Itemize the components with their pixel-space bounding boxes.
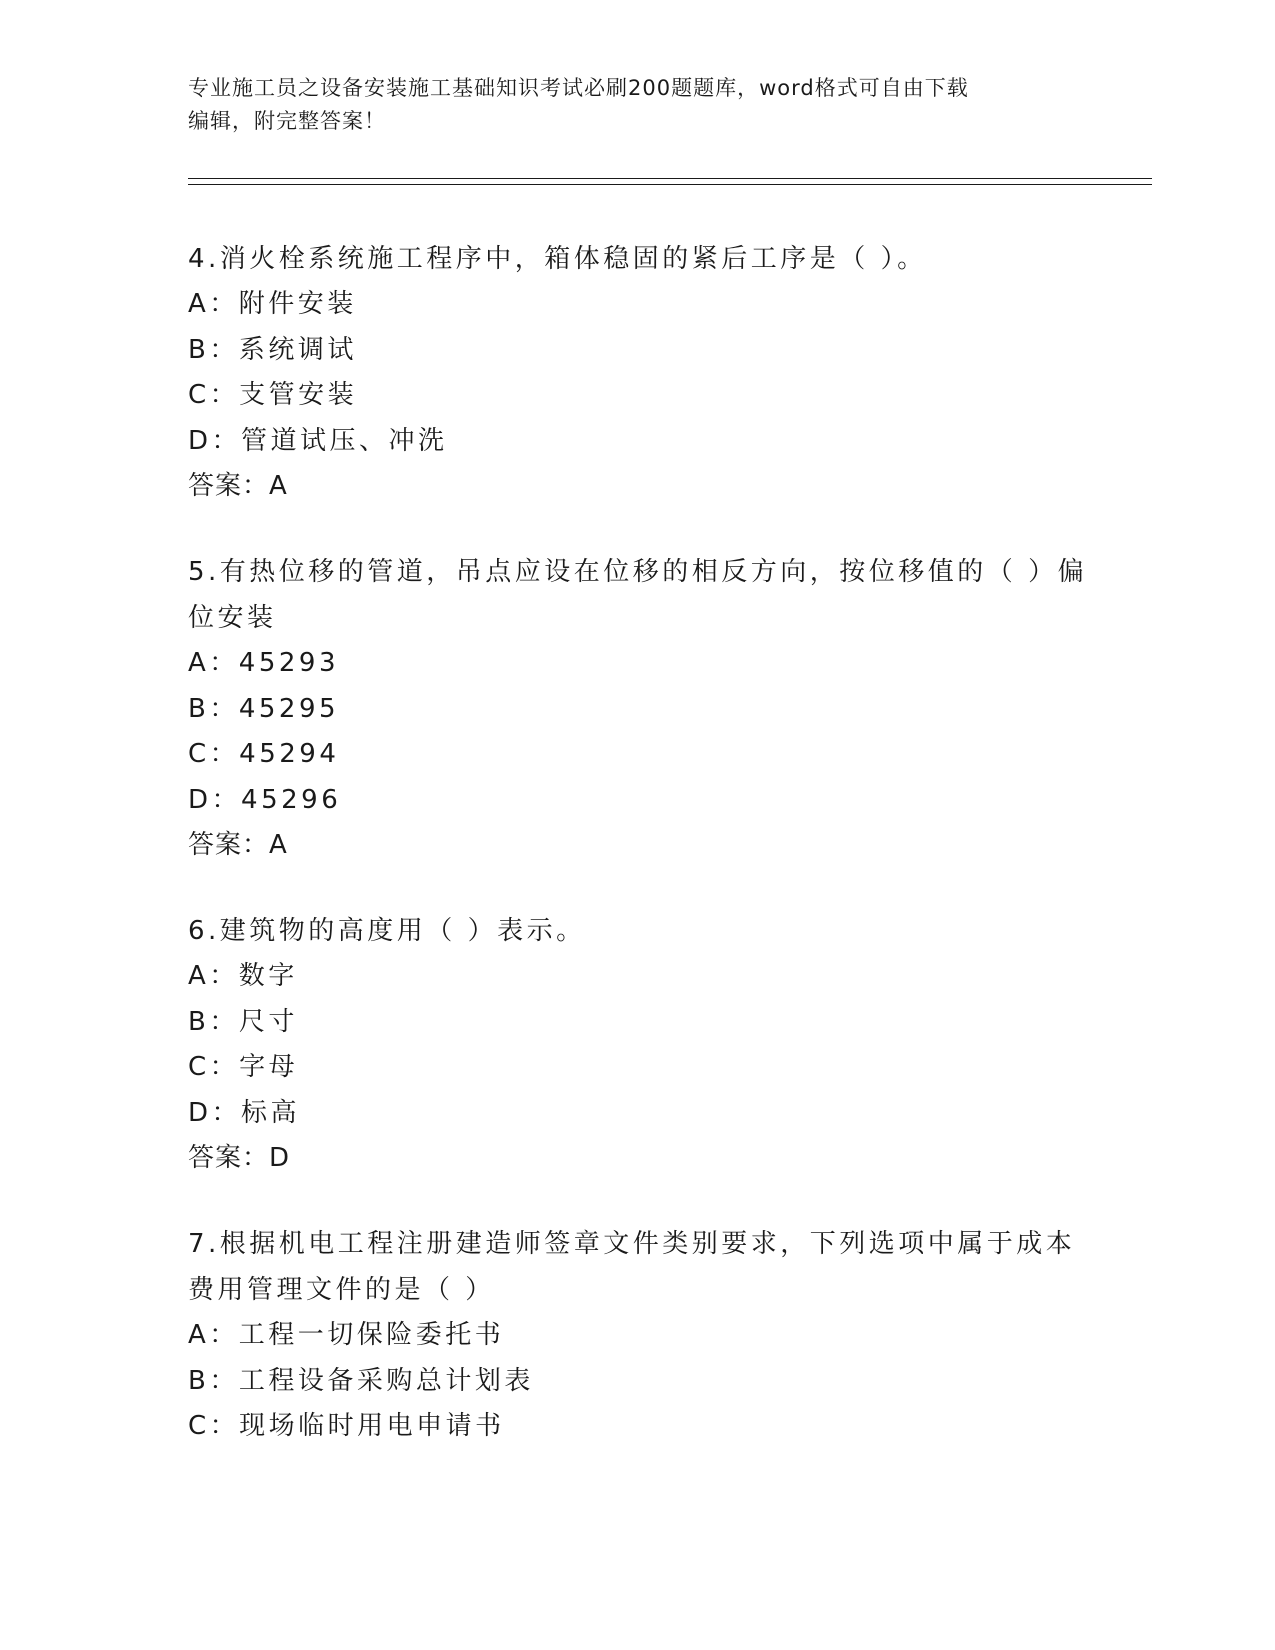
answer-option: A：工程一切保险委托书	[188, 1320, 505, 1350]
question-block	[188, 1221, 1088, 1450]
answer-label: 答案：	[188, 830, 270, 860]
question-block	[188, 236, 1088, 509]
header-line: 编辑，附完整答案！	[188, 109, 386, 133]
question-block	[188, 908, 1088, 1181]
answer-option: A：附件安装	[188, 289, 357, 319]
document-header	[188, 72, 1088, 138]
header-divider	[188, 178, 1152, 185]
answer-option: D：45296	[188, 784, 342, 815]
answer-key	[188, 464, 1088, 509]
answer-option: A：45293	[188, 648, 339, 678]
question-stem-line: 费用管理文件的是（ ）	[188, 1275, 495, 1305]
question-stem-line: 位安装	[188, 603, 277, 633]
answer-option: B：工程设备采购总计划表	[188, 1365, 534, 1396]
answer-value: A	[269, 830, 289, 860]
question-stem-line: 5.有热位移的管道，吊点应设在位移的相反方向，按位移值的（ ）偏	[188, 557, 1088, 587]
answer-option: C：支管安装	[188, 380, 358, 410]
answer-option: D：管道试压、冲洗	[188, 425, 448, 456]
answer-key	[188, 823, 1088, 868]
header-line: 专业施工员之设备安装施工基础知识考试必刷200题题库，word格式可自由下载	[188, 76, 969, 100]
answer-key	[188, 1136, 1088, 1181]
answer-label: 答案：	[188, 1143, 270, 1173]
question-block	[188, 549, 1088, 868]
answer-label: 答案：	[188, 471, 270, 501]
answer-value: A	[269, 471, 289, 501]
answer-option: B：45295	[188, 693, 340, 724]
answer-option: A：数字	[188, 961, 298, 991]
answer-option: B：尺寸	[188, 1006, 298, 1037]
question-stem-line: 4.消火栓系统施工程序中，箱体稳固的紧后工序是（ ）。	[188, 244, 927, 274]
answer-option: B：系统调试	[188, 334, 357, 365]
answer-option: C：45294	[188, 739, 340, 769]
question-list	[188, 236, 1088, 1490]
answer-option: C：现场临时用电申请书	[188, 1411, 505, 1441]
question-stem-line: 6.建筑物的高度用（ ）表示。	[188, 916, 586, 946]
answer-option: C：字母	[188, 1052, 299, 1082]
answer-value: D	[269, 1143, 291, 1173]
answer-option: D：标高	[188, 1097, 301, 1128]
question-stem-line: 7.根据机电工程注册建造师签章文件类别要求，下列选项中属于成本	[188, 1229, 1076, 1259]
